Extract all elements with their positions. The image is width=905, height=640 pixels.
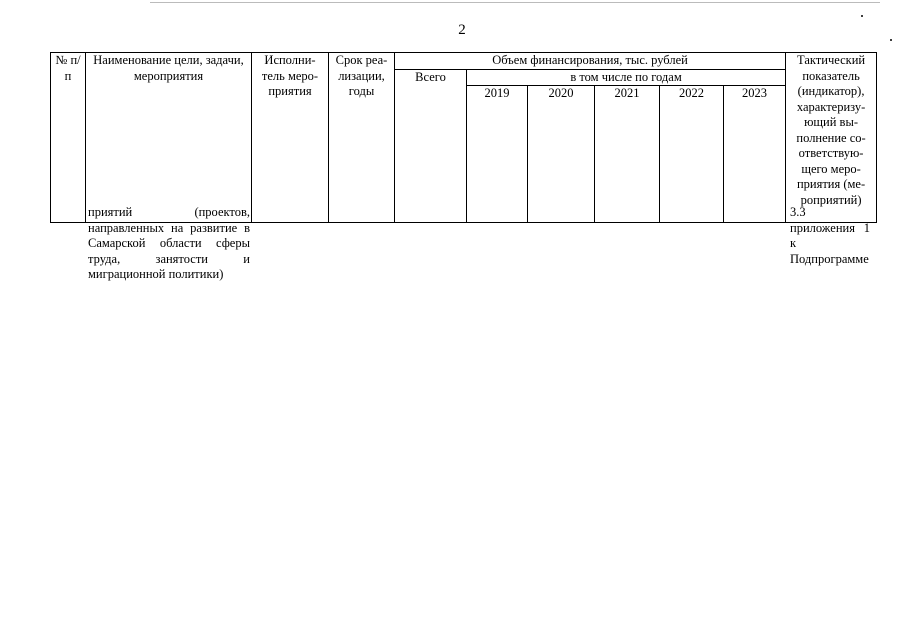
page-number: 2 <box>458 22 466 38</box>
top-edge-line <box>150 2 880 3</box>
program-table-header <box>50 52 877 223</box>
scan-speck <box>861 15 863 17</box>
header-executor: Исполни-тель меро-приятия <box>252 53 329 223</box>
header-name: Наименование цели, задачи, мероприятия <box>86 53 252 223</box>
row-name-continuation: приятий (проектов, направленных на развитие в Самарской области сферы труда, занятости и миграционной политики) <box>88 205 250 281</box>
scan-speck <box>890 39 892 41</box>
header-year-2022: 2022 <box>660 86 724 223</box>
header-number: № п/п <box>51 53 86 223</box>
row-indicator-continuation: 3.3 приложения 1 к Подпрограмме <box>790 205 870 266</box>
header-year-2020: 2020 <box>528 86 595 223</box>
header-by-years: в том числе по годам <box>467 69 786 86</box>
header-year-2023: 2023 <box>724 86 786 223</box>
header-total: Всего <box>395 69 467 223</box>
header-indicator: Тактический показатель (индикатор), характеризу-ющий вы-полнение со-ответствую-щего меро-приятия (ме-роприятий) <box>786 53 877 223</box>
header-year-2021: 2021 <box>595 86 660 223</box>
header-funding: Объем финансирования, тыс. рублей <box>395 53 786 70</box>
header-year-2019: 2019 <box>467 86 528 223</box>
header-period: Срок реа-лизации, годы <box>329 53 395 223</box>
